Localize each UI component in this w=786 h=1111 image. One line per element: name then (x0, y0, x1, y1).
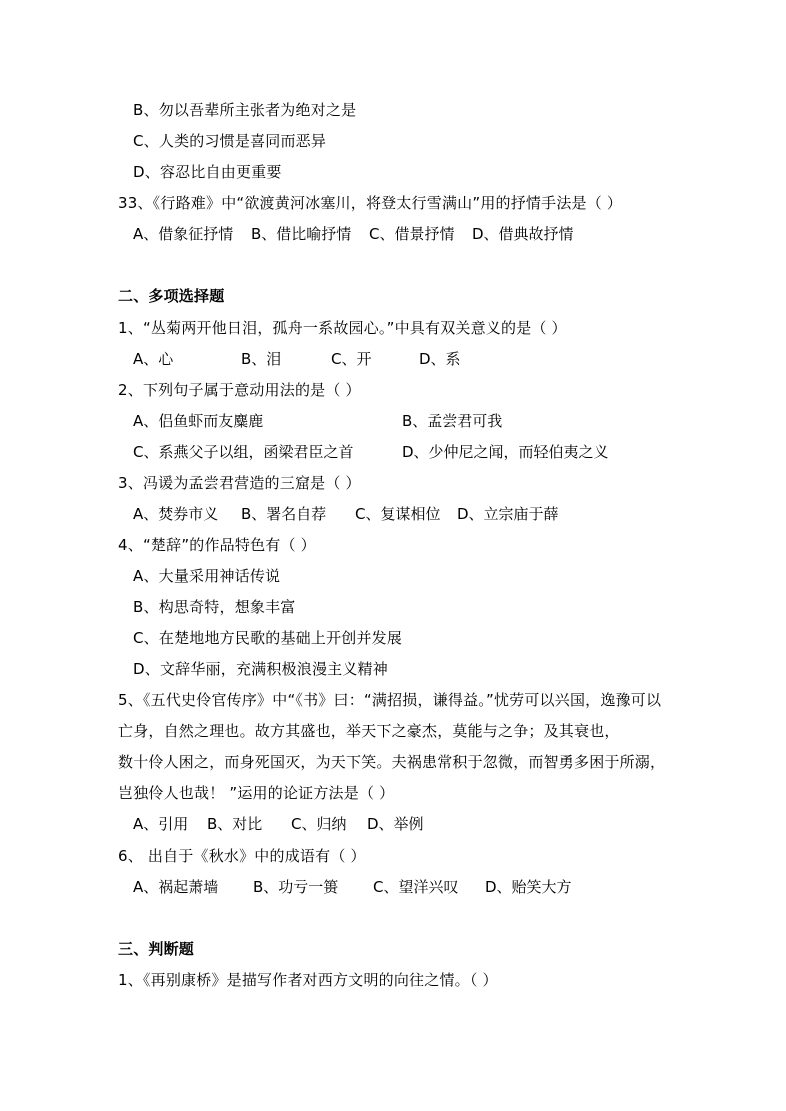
s2-q1-option-a: A、心 (133, 350, 174, 368)
q33-option-d: D、借典故抒情 (472, 225, 574, 243)
q33-option-b: B、借比喻抒情 (251, 225, 352, 243)
s2-q6-option-d: D、贻笑大方 (485, 878, 572, 896)
s2-q5-option-b: B、对比 (207, 815, 263, 833)
s2-q2-option-d: D、少仲尼之闻，而轻伯夷之义 (402, 443, 609, 461)
s2-q2-option-c: C、系燕父子以组，函梁君臣之首 (133, 443, 354, 461)
q33-question: 33、《行路难》中“欲渡黄河冰塞川，将登太行雪满山”用的抒情手法是（ ） (118, 194, 623, 212)
s2-q3-question: 3、冯谖为孟尝君营造的三窟是（ ） (118, 474, 361, 492)
s2-q4-option-b: B、构思奇特，想象丰富 (133, 598, 296, 616)
q32-option-d: D、容忍比自由更重要 (133, 163, 282, 181)
s2-q4-question: 4、“楚辞”的作品特色有（ ） (118, 536, 316, 554)
s2-q5-option-c: C、归纳 (291, 815, 347, 833)
s2-q1-option-d: D、系 (419, 350, 461, 368)
s2-q4-option-c: C、在楚地地方民歌的基础上开创并发展 (133, 629, 403, 647)
s2-q5-option-a: A、引用 (133, 815, 189, 833)
s2-q3-option-d: D、立宗庙于薛 (457, 505, 559, 523)
s2-q6-options (133, 877, 613, 897)
section-heading-multiple-choice: 二、多项选择题 (118, 287, 225, 305)
s2-q6-option-b: B、功亏一篑 (253, 878, 339, 896)
s2-q2-options-row2 (133, 442, 653, 462)
q33-options (133, 224, 593, 244)
s2-q5-option-d: D、举例 (367, 815, 424, 833)
s2-q2-option-b: B、孟尝君可我 (402, 412, 503, 430)
s2-q1-option-b: B、泪 (241, 350, 282, 368)
section-heading-true-false: 三、判断题 (118, 940, 195, 958)
s2-q4-option-a: A、大量采用神话传说 (133, 567, 281, 585)
s2-q2-option-a: A、侣鱼虾而友麋鹿 (133, 412, 264, 430)
s2-q2-question: 2、下列句子属于意动用法的是（ ） (118, 381, 361, 399)
q32-option-c: C、人类的习惯是喜同而恶异 (133, 132, 327, 150)
q33-option-a: A、借象征抒情 (133, 225, 234, 243)
s2-q5-question-line-4: 岂独伶人也哉！ ”运用的论证方法是（ ） (118, 784, 395, 802)
s2-q3-option-c: C、复谋相位 (355, 505, 441, 523)
q32-option-b: B、勿以吾辈所主张者为绝对之是 (133, 101, 357, 119)
s2-q5-question-line-2: 亡身，自然之理也。故方其盛也，举天下之豪杰，莫能与之争；及其衰也， (118, 722, 620, 740)
s2-q5-options (133, 814, 553, 834)
s2-q4-option-d: D、文辞华丽，充满积极浪漫主义精神 (133, 660, 388, 678)
s2-q3-option-b: B、署名自荐 (241, 505, 327, 523)
s2-q6-question: 6、 出自于《秋水》中的成语有（ ） (118, 847, 366, 865)
s2-q2-options-row1 (133, 411, 653, 431)
s2-q5-question-line-1: 5、《五代史伶官传序》中“《书》曰：“满招损，谦得益。”忧劳可以兴国，逸豫可以 (118, 691, 662, 709)
s3-q1-question: 1、《再别康桥》是描写作者对西方文明的向往之情。（ ） (118, 971, 498, 989)
s2-q3-option-a: A、焚券市义 (133, 505, 219, 523)
q33-option-c: C、借景抒情 (369, 225, 455, 243)
s2-q3-options (133, 504, 593, 524)
s2-q5-question-line-3: 数十伶人困之，而身死国灭，为天下笑。夫祸患常积于忽微，而智勇多困于所溺， (118, 753, 666, 771)
s2-q6-option-c: C、望洋兴叹 (373, 878, 459, 896)
s2-q1-options (133, 349, 553, 369)
s2-q6-option-a: A、祸起萧墙 (133, 878, 219, 896)
s2-q1-option-c: C、开 (331, 350, 372, 368)
s2-q1-question: 1、“丛菊两开他日泪，孤舟一系故园心。”中具有双关意义的是（ ） (118, 319, 567, 337)
